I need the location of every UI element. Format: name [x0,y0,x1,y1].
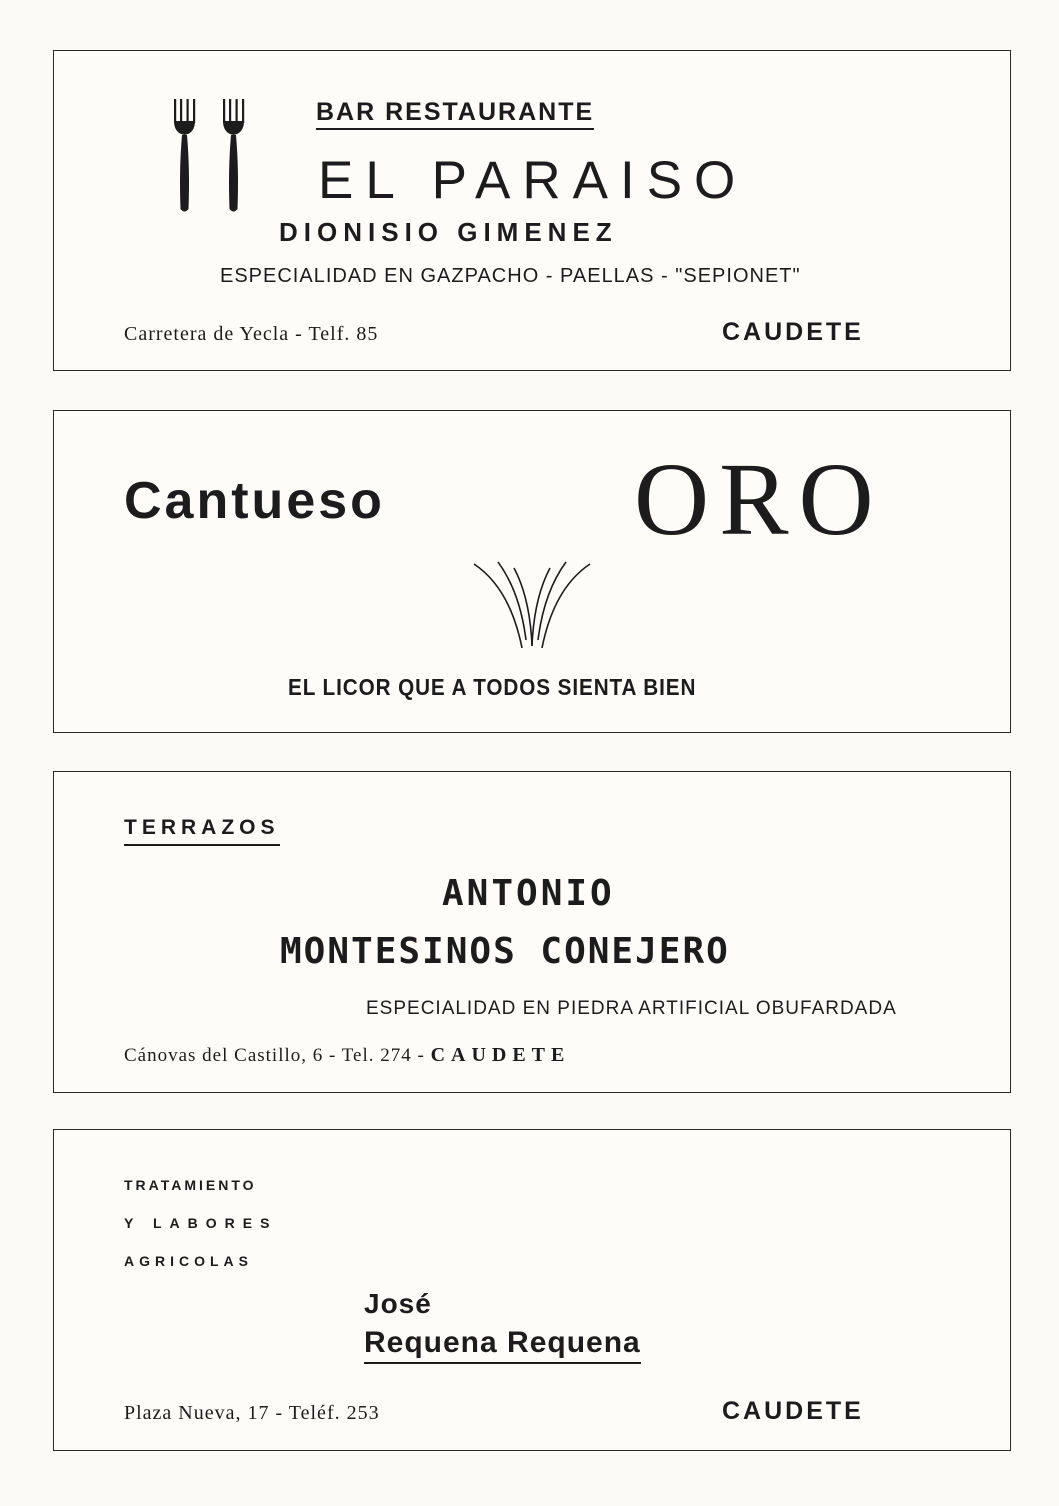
ad-heading: BAR RESTAURANTE [316,97,594,130]
business-name: EL PARAISO [318,151,748,210]
ad-terrazos [53,771,1011,1093]
fork-icon [171,99,199,215]
lavender-logo-icon [470,558,594,652]
service-line: TRATAMIENTO [124,1177,257,1193]
product-name: ORO [634,442,884,557]
address-text: Plaza Nueva, 17 - Teléf. 253 [124,1402,380,1424]
brand-name: Cantueso [124,472,385,530]
ad-liqueur [53,410,1011,733]
ad-heading: TERRAZOS [124,816,280,846]
city-name: CAUDETE [722,1397,864,1425]
fork-icon [220,99,248,215]
address-line [124,1042,570,1069]
owner-first-name: ANTONIO [442,873,615,914]
specialty-text: ESPECIALIDAD EN PIEDRA ARTIFICIAL OBUFARDADA [366,998,897,1019]
slogan-text: EL LICOR QUE A TODOS SIENTA BIEN [288,674,697,700]
owner-last-names: MONTESINOS CONEJERO [280,931,730,972]
ad-agricola [53,1129,1011,1451]
specialty-text: ESPECIALIDAD EN GAZPACHO - PAELLAS - "SEPIONET" [220,265,801,287]
city-name: CAUDETE [722,318,864,346]
address-text: Cánovas del Castillo, 6 - Tel. 274 - [124,1045,431,1066]
service-line: Y LABORES [124,1215,278,1231]
owner-name: DIONISIO GIMENEZ [279,217,618,247]
address-text: Carretera de Yecla - Telf. 85 [124,323,379,345]
service-line: AGRICOLAS [124,1253,253,1269]
ad-restaurant [53,50,1011,371]
owner-last-names: Requena Requena [364,1326,641,1364]
city-name: CAUDETE [430,1044,571,1066]
owner-first-name: José [364,1288,432,1319]
